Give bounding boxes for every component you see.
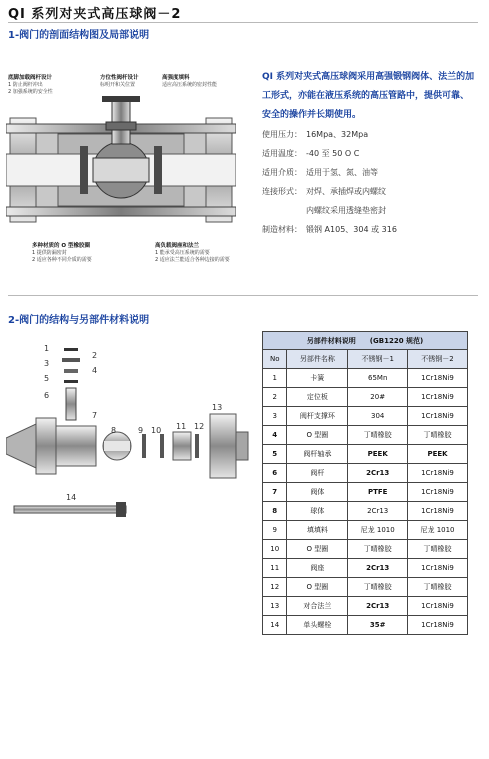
cell-m2: 丁晴橡胶 [408, 540, 468, 559]
cell-no: 10 [263, 540, 287, 559]
callout-tl-line1: 1 防止阀杆冲出 [8, 82, 43, 88]
table-row [263, 540, 468, 559]
cell-no: 11 [263, 559, 287, 578]
cell-m2: 1Cr18Ni9 [408, 597, 468, 616]
col-header: No [263, 350, 287, 369]
spec-row [262, 148, 359, 159]
cell-m2: 丁晴橡胶 [408, 578, 468, 597]
cell-m2: 1Cr18Ni9 [408, 483, 468, 502]
cell-m1: 丁晴橡胶 [348, 426, 408, 445]
spec-label: 使用压力： [262, 130, 302, 139]
cell-m1: 65Mn [348, 369, 408, 388]
diagram-number: 10 [151, 426, 162, 435]
cell-m2: 1Cr18Ni9 [408, 616, 468, 635]
diagram-number: 3 [44, 359, 50, 368]
diagram-number: 9 [138, 426, 144, 435]
callout-bottom-loaded-stem [8, 75, 53, 96]
diagram-number: 5 [44, 374, 50, 383]
table-row [263, 521, 468, 540]
cell-m1: 2Cr13 [348, 502, 408, 521]
spec-label: 制造材料： [262, 225, 302, 234]
cell-m2: PEEK [408, 445, 468, 464]
cell-name: 阀杆支撑环 [287, 407, 348, 426]
cell-m1: PEEK [348, 445, 408, 464]
spec-value: 对焊、承插焊或内螺纹 [306, 187, 386, 196]
spec-value: 锻钢 A105、304 或 316 [306, 225, 397, 234]
cell-m1: 2Cr13 [348, 559, 408, 578]
cell-name: 对合法兰 [287, 597, 348, 616]
diagram-number: 11 [176, 422, 187, 431]
valve-cross-section-diagram [6, 96, 236, 242]
callout-br-head: 高负载阀座和法兰 [155, 243, 200, 249]
cell-name: O 型圈 [287, 426, 348, 445]
spec-value: 适用于氢、氮、油等 [306, 168, 378, 177]
parts-material-table [262, 331, 468, 635]
table-row [263, 369, 468, 388]
cell-name: 阀杆 [287, 464, 348, 483]
callout-high-strength-packing [162, 75, 217, 89]
diagram-number: 14 [66, 493, 77, 502]
table-row [263, 483, 468, 502]
cell-name: 阀座 [287, 559, 348, 578]
cell-no: 4 [263, 426, 287, 445]
exploded-view-diagram [6, 338, 252, 523]
cell-m2: 丁晴橡胶 [408, 426, 468, 445]
cell-no: 8 [263, 502, 287, 521]
diagram-number: 8 [111, 426, 117, 435]
cell-m1: 304 [348, 407, 408, 426]
cell-no: 1 [263, 369, 287, 388]
cell-no: 5 [263, 445, 287, 464]
diagram-number: 12 [194, 422, 205, 431]
spec-row [262, 129, 368, 140]
cell-m2: 1Cr18Ni9 [408, 369, 468, 388]
cell-no: 6 [263, 464, 287, 483]
cell-m1: PTFE [348, 483, 408, 502]
callout-tr-line1: 适应高压系统的密封性能 [162, 82, 218, 88]
cell-no: 7 [263, 483, 287, 502]
table-row [263, 559, 468, 578]
cell-no: 12 [263, 578, 287, 597]
cell-m2: 1Cr18Ni9 [408, 464, 468, 483]
table-row [263, 464, 468, 483]
table-row [263, 597, 468, 616]
section2-heading: 2-阀门的结构与另部件材料说明 [8, 315, 150, 326]
callout-tm-line1: 标明开和关位置 [100, 82, 136, 88]
cell-m2: 1Cr18Ni9 [408, 502, 468, 521]
spec-row [262, 186, 386, 197]
cell-m1: 2Cr13 [348, 464, 408, 483]
cell-m1: 35# [348, 616, 408, 635]
table-row [263, 426, 468, 445]
spec-row [262, 224, 397, 235]
cell-m2: 1Cr18Ni9 [408, 559, 468, 578]
cell-name: 卡簧 [287, 369, 348, 388]
spec-label: 适用温度： [262, 149, 302, 158]
spec-row [262, 167, 378, 178]
table-row [263, 578, 468, 597]
table-row [263, 407, 468, 426]
spec-row [262, 205, 386, 216]
callout-br-line2: 2 适应法兰能适合各种边接的需要 [155, 257, 230, 263]
callout-bl-line2: 2 适应各种不同介质的需要 [32, 257, 92, 263]
cell-no: 2 [263, 388, 287, 407]
section1-heading: 1-阀门的剖面结构图及局部说明 [8, 30, 150, 41]
callout-tm-head: 方位性阀杆设计 [100, 75, 139, 81]
cell-m2: 1Cr18Ni9 [408, 388, 468, 407]
section-divider [8, 295, 478, 296]
spec-label: 连接形式： [262, 187, 302, 196]
spec-value: 内螺纹采用透缝垫密封 [306, 206, 386, 215]
cell-m1: 丁晴橡胶 [348, 578, 408, 597]
table-title: 另部件材料说明 (GB1220 规范) [263, 332, 468, 350]
diagram-number: 7 [92, 411, 98, 420]
table-row [263, 502, 468, 521]
diagram-number: 13 [212, 403, 223, 412]
cell-no: 3 [263, 407, 287, 426]
cell-no: 14 [263, 616, 287, 635]
cell-name: 阀杆轴承 [287, 445, 348, 464]
spec-value: -40 至 50 O C [306, 149, 360, 158]
cell-name: O 型圈 [287, 578, 348, 597]
diagram-number: 1 [44, 344, 50, 353]
table-row [263, 616, 468, 635]
cell-m1: 丁晴橡胶 [348, 540, 408, 559]
cell-name: 定位板 [287, 388, 348, 407]
cell-no: 9 [263, 521, 287, 540]
cell-name: 单头螺栓 [287, 616, 348, 635]
spec-value: 16Mpa、32Mpa [306, 130, 369, 139]
callout-tl-line2: 2 加强系统的安全性 [8, 89, 53, 95]
cell-name: O 型圈 [287, 540, 348, 559]
col-header: 不锈钢－2 [408, 350, 468, 369]
callout-bl-line1: 1 提供防漏密封 [32, 250, 67, 256]
table-row [263, 388, 468, 407]
cell-name: 填填料 [287, 521, 348, 540]
cell-no: 13 [263, 597, 287, 616]
callout-tl-head: 底脚加载阀杆设计 [8, 75, 53, 81]
callout-position-stem [100, 75, 139, 89]
callout-seat-flange [155, 243, 230, 264]
diagram-number: 2 [92, 351, 98, 360]
page-title: QI 系列对夹式高压球阀－2 [8, 7, 182, 22]
callout-o-rings [32, 243, 92, 264]
spec-label: 适用介质： [262, 168, 302, 177]
diagram-number: 6 [44, 391, 50, 400]
cell-m2: 尼龙 1010 [408, 521, 468, 540]
cell-m1: 2Cr13 [348, 597, 408, 616]
cell-m2: 1Cr18Ni9 [408, 407, 468, 426]
callout-tr-head: 高强度填料 [162, 75, 190, 81]
callout-br-line1: 1 能承受高压系统的需要 [155, 250, 210, 256]
col-header: 不锈钢－1 [348, 350, 408, 369]
title-divider [8, 22, 478, 23]
cell-name: 阀体 [287, 483, 348, 502]
cell-name: 球体 [287, 502, 348, 521]
diagram-number: 4 [92, 366, 98, 375]
cell-m1: 20# [348, 388, 408, 407]
callout-bl-head: 多种材质的 O 型橡胶圈 [32, 243, 91, 249]
col-header: 另部件名称 [287, 350, 348, 369]
cell-m1: 尼龙 1010 [348, 521, 408, 540]
intro-text: QI 系列对夹式高压球阀采用高强锻钢阀体、法兰的加工形式，亦能在液压系统的高压管路中，提供可靠、安全的操作并长期使用。 [262, 72, 475, 120]
table-row [263, 445, 468, 464]
